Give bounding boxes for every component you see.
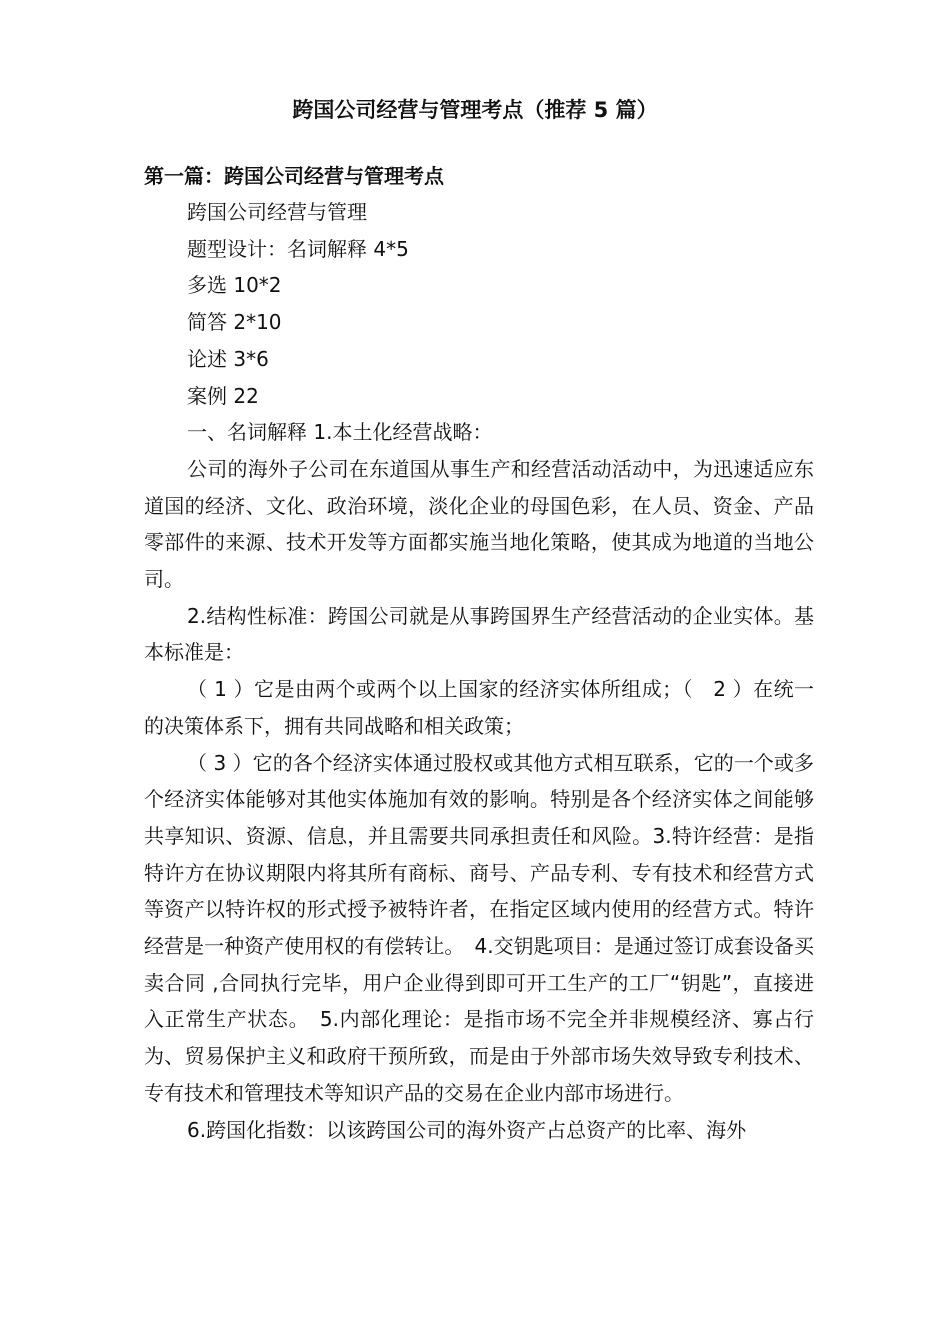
paragraph: 案例 22 [187,383,259,408]
paragraph: 跨国公司经营与管理 [187,200,367,224]
paragraph: （ 1 ）它是由两个或两个以上国家的经济实体所组成；（ 2 ）在统一的决策体系下，拥有共同战略和相关政策； [144,677,814,738]
paragraph: 简答 2*10 [187,310,282,335]
paragraph: 题型设计：名词解释 4*5 [187,236,409,261]
paragraph: 一、名词解释 1.本土化经营战略： [187,420,493,445]
paragraph: 6.跨国化指数：以该跨国公司的海外资产占总资产的比率、海外 [187,1117,747,1142]
document-body [144,194,814,1148]
section-heading: 第一篇：跨国公司经营与管理考点 [144,164,444,188]
paragraph: 多选 10*2 [187,273,282,298]
paragraph: 论述 3*6 [187,346,269,371]
paragraph: 公司的海外子公司在东道国从事生产和经营活动活动中，为迅速适应东道国的经济、文化、政治环境，淡化企业的母国色彩，在人员、资金、产品零部件的来源、技术开发等方面都实施当地化策略，使其成为地道的当地公司。 [144,456,814,592]
paragraph: 2.结构性标准：跨国公司就是从事跨国界生产经营活动的企业实体。基本标准是： [144,603,814,665]
document-title: 跨国公司经营与管理考点（推荐 5 篇） [292,98,658,122]
paragraph: （ 3 ）它的各个经济实体通过股权或其他方式相互联系，它的一个或多个经济实体能够对其他实体施加有效的影响。特别是各个经济实体之间能够共享知识、资源、信息，并且需要共同承担责任和风险。3.特许经营：是指特许方在协议期限内将其所有商标、商号、产品专利、专有技术和经营方式等资产以特许权的形式授予被特许者，在指定区域内使用的经营方式。特许经营是一种资产使用权的有偿转让。 4.交钥匙项目：是通过签订成套设备买卖合同 ,合同执行完毕，用户企业得到即可开工生产的工厂“钥匙”，直接进入正常生产状态。 5.内部化理论：是指市场不完全并非规模经济、寡占行为、贸易保护主义和政府干预所致，而是由于外部市场失效导致专利技术、专有技术和管理技术等知识产品的交易在企业内部市场进行。 [144,750,814,1105]
